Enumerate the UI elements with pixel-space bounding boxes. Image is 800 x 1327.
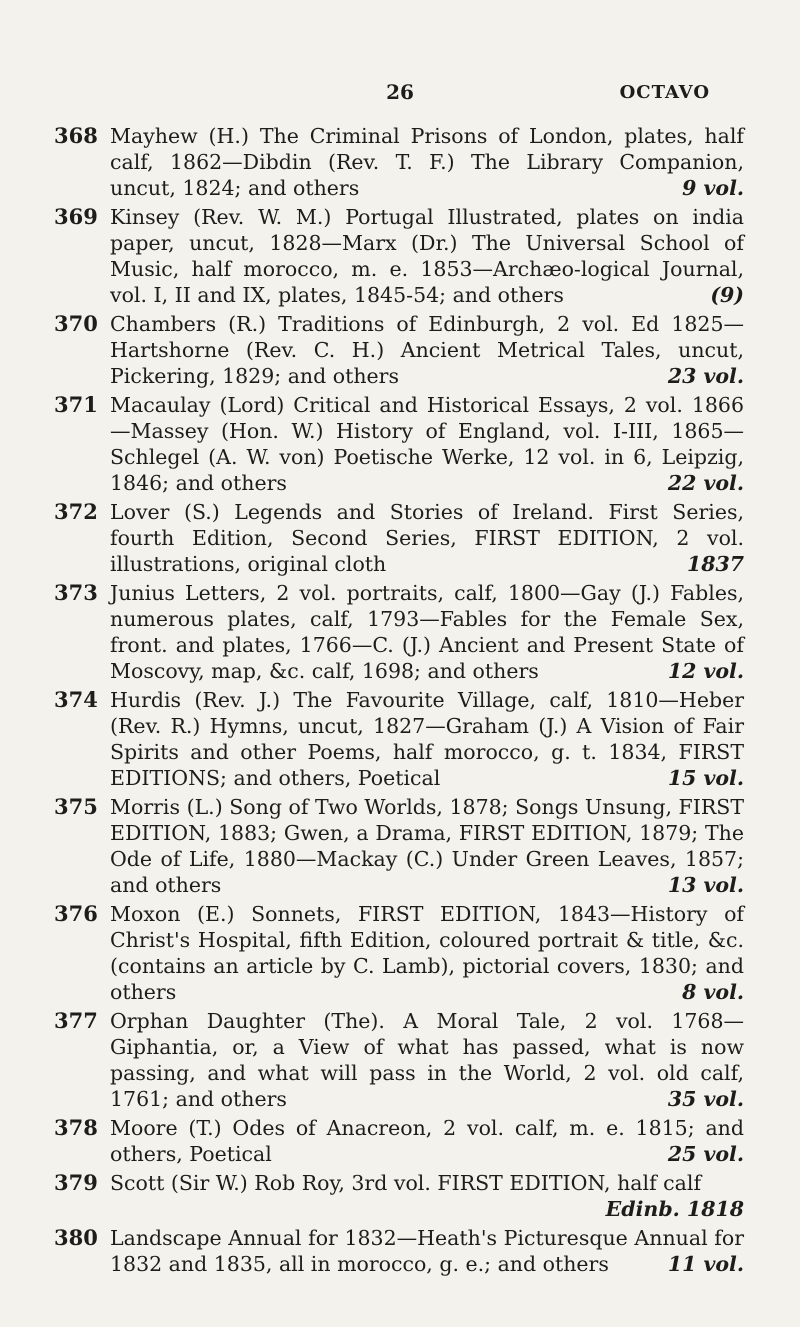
- lot-number: 370: [54, 311, 98, 336]
- lot-description: Moore (T.) Odes of Anacreon, 2 vol. calf, m. e. 1815; and others, Poetical: [110, 1116, 744, 1166]
- lot-entry: [54, 580, 744, 684]
- lot-description: Morris (L.) Song of Two Worlds, 1878; Songs Unsung, FIRST EDITION, 1883; Gwen, a Drama, FIRST EDITION, 1879; The Ode of Life, 1880—Mackay (C.) Under Green Leaves, 1857; and others: [110, 795, 744, 897]
- lot-description: Chambers (R.) Traditions of Edinburgh, 2 vol. Ed 1825—Hartshorne (Rev. C. H.) Ancient Metrical Tales, uncut, Pickering, 1829; and others: [110, 312, 744, 388]
- page-number: 26: [386, 80, 414, 104]
- lot-number: 380: [54, 1225, 98, 1250]
- lot-number: 371: [54, 392, 98, 417]
- lot-volumes: 25 vol.: [667, 1142, 744, 1166]
- lot-volumes: (9): [710, 283, 744, 307]
- lot-number: 376: [54, 901, 98, 926]
- lot-volumes: 11 vol.: [667, 1252, 744, 1276]
- lot-entry: [54, 687, 744, 791]
- lot-volumes: 1837: [686, 552, 744, 576]
- lot-volumes: 13 vol.: [667, 873, 744, 897]
- lot-description: Kinsey (Rev. W. M.) Portugal Illustrated, plates on india paper, uncut, 1828—Marx (Dr.) The Universal School of Music, half morocco, m. e. 1853—Archæo-logical Journal, vol. I, II and IX, plates, 1845-54; and others: [110, 205, 744, 307]
- lot-volumes: 8 vol.: [682, 980, 744, 1004]
- lot-number: 377: [54, 1008, 98, 1033]
- lot-entry: [54, 794, 744, 898]
- lot-entry: [54, 123, 744, 201]
- lot-number: 378: [54, 1115, 98, 1140]
- lot-volumes: 15 vol.: [667, 766, 744, 790]
- lot-entry: [54, 1170, 744, 1222]
- lot-description: Lover (S.) Legends and Stories of Ireland. First Series, fourth Edition, Second Series, FIRST EDITION, 2 vol. illustrations, original cloth: [110, 500, 744, 576]
- lot-entry: [54, 499, 744, 577]
- lot-number: 372: [54, 499, 98, 524]
- lot-volumes: 23 vol.: [667, 364, 744, 388]
- lot-description: Scott (Sir W.) Rob Roy, 3rd vol. FIRST EDITION, half calf: [110, 1171, 702, 1195]
- lot-number: 373: [54, 580, 98, 605]
- lot-volumes: 22 vol.: [667, 471, 744, 495]
- lot-volumes: 12 vol.: [667, 659, 744, 683]
- lot-number: 374: [54, 687, 98, 712]
- lot-volumes: 35 vol.: [667, 1087, 744, 1111]
- lot-description: Orphan Daughter (The). A Moral Tale, 2 vol. 1768—Giphantia, or, a View of what has passed, what is now passing, and what will pass in the World, 2 vol. old calf, 1761; and others: [110, 1009, 744, 1111]
- lot-description: Mayhew (H.) The Criminal Prisons of London, plates, half calf, 1862—Dibdin (Rev. T. F.) The Library Companion, uncut, 1824; and others: [110, 124, 744, 200]
- lot-list: [54, 123, 744, 1280]
- lot-description: Landscape Annual for 1832—Heath's Picturesque Annual for 1832 and 1835, all in morocco, g. e.; and others: [110, 1226, 744, 1276]
- page-header: [0, 80, 800, 110]
- lot-description: Hurdis (Rev. J.) The Favourite Village, calf, 1810—Heber (Rev. R.) Hymns, uncut, 1827—Graham (J.) A Vision of Fair Spirits and other Poems, half morocco, g. t. 1834, FIRST EDITIONS; and others, Poetical: [110, 688, 744, 790]
- lot-entry: [54, 392, 744, 496]
- lot-entry: [54, 1225, 744, 1277]
- lot-entry: [54, 204, 744, 308]
- lot-volumes: 9 vol.: [682, 176, 744, 200]
- section-title: OCTAVO: [619, 82, 710, 103]
- lot-description: Junius Letters, 2 vol. portraits, calf, 1800—Gay (J.) Fables, numerous plates, calf, 1793—Fables for the Female Sex, front. and plates, 1766—C. (J.) Ancient and Present State of Moscovy, map, &c. calf, 1698; and others: [110, 581, 744, 683]
- lot-entry: [54, 1115, 744, 1167]
- lot-number: 368: [54, 123, 98, 148]
- lot-number: 379: [54, 1170, 98, 1195]
- lot-number: 369: [54, 204, 98, 229]
- lot-entry: [54, 311, 744, 389]
- lot-volumes: Edinb. 1818: [605, 1197, 744, 1221]
- lot-entry: [54, 901, 744, 1005]
- lot-number: 375: [54, 794, 98, 819]
- lot-description: Macaulay (Lord) Critical and Historical Essays, 2 vol. 1866—Massey (Hon. W.) History of England, vol. I-III, 1865—Schlegel (A. W. von) Poetische Werke, 12 vol. in 6, Leipzig, 1846; and others: [110, 393, 744, 495]
- lot-description: Moxon (E.) Sonnets, FIRST EDITION, 1843—History of Christ's Hospital, fifth Edition, coloured portrait & title, &c. (contains an article by C. Lamb), pictorial covers, 1830; and others: [110, 902, 744, 1004]
- lot-entry: [54, 1008, 744, 1112]
